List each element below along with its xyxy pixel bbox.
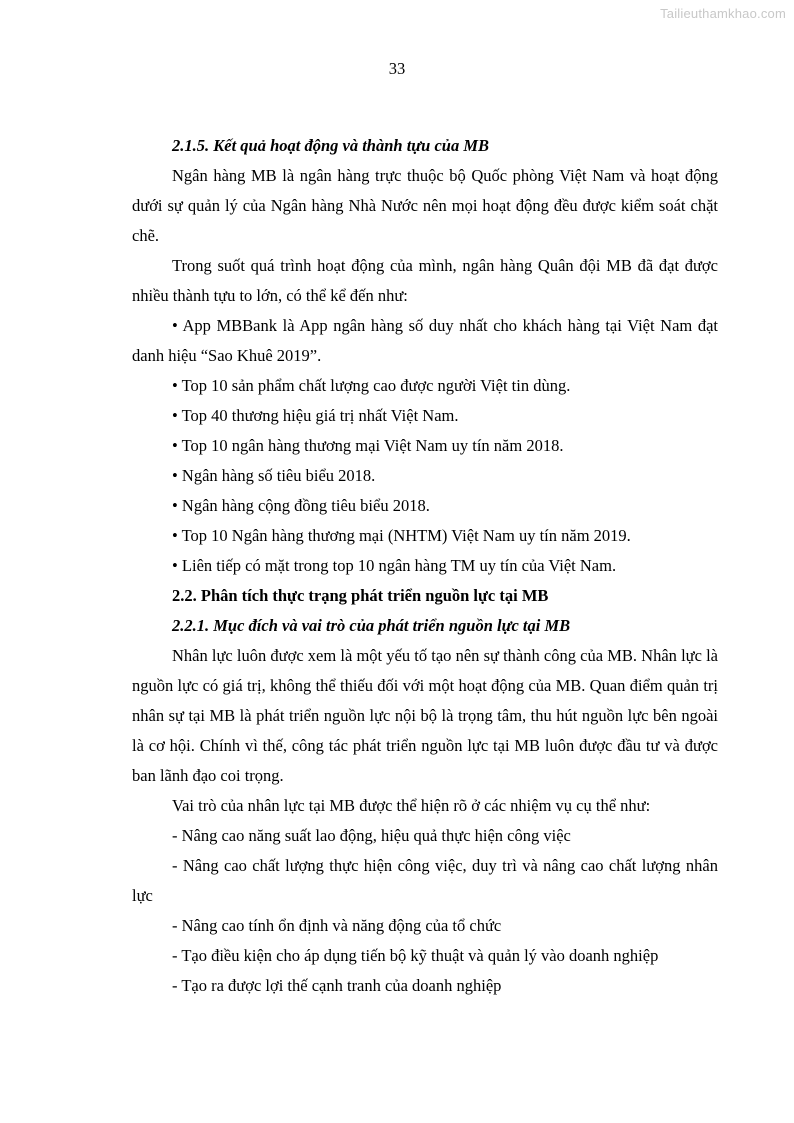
paragraph: Vai trò của nhân lực tại MB được thể hiện rõ ở các nhiệm vụ cụ thể như: [172,796,651,815]
paragraph: Trong suốt quá trình hoạt động của mình, ngân hàng Quân đội MB đã đạt được nhiều thành tựu to lớn, có thể kể đến như: [132,256,718,305]
list-item: • Top 40 thương hiệu giá trị nhất Việt Nam. [172,406,459,425]
list-item: • Ngân hàng số tiêu biểu 2018. [172,466,376,485]
list-item: • Liên tiếp có mặt trong top 10 ngân hàng TM uy tín của Việt Nam. [172,556,617,575]
paragraph: Nhân lực luôn được xem là một yếu tố tạo nên sự thành công của MB. Nhân lực là nguồn lực có giá trị, không thể thiếu đối với một hoạt động của MB. Quan điểm quản trị nhân sự tại MB là phát triển nguồn lực nội bộ là trọng tâm, thu hút nguồn lực bên ngoài là cơ hội. Chính vì thế, công tác phát triển nguồn lực tại MB luôn được đầu tư và được ban lãnh đạo coi trọng. [132,646,718,785]
list-item: • Top 10 Ngân hàng thương mại (NHTM) Việt Nam uy tín năm 2019. [172,526,631,545]
list-item: • Top 10 sản phẩm chất lượng cao được người Việt tin dùng. [172,376,571,395]
page-number: 33 [388,59,406,78]
list-item: - Nâng cao tính ổn định và năng động của tổ chức [172,916,502,935]
list-item: • App MBBank là App ngân hàng số duy nhất cho khách hàng tại Việt Nam đạt danh hiệu “Sao Khuê 2019”. [132,316,718,365]
paragraph: Ngân hàng MB là ngân hàng trực thuộc bộ Quốc phòng Việt Nam và hoạt động dưới sự quản lý của Ngân hàng Nhà Nước nên mọi hoạt động đều được kiểm soát chặt chẽ. [132,166,718,245]
list-item: • Ngân hàng cộng đồng tiêu biểu 2018. [172,496,430,515]
heading-2-2-1: 2.2.1. Mục đích và vai trò của phát triển nguồn lực tại MB [172,616,571,635]
heading-2-1-5: 2.1.5. Kết quả hoạt động và thành tựu của MB [172,136,490,155]
list-item: • Top 10 ngân hàng thương mại Việt Nam uy tín năm 2018. [172,436,564,455]
list-item: - Tạo ra được lợi thế cạnh tranh của doanh nghiệp [172,976,502,995]
list-item: - Nâng cao năng suất lao động, hiệu quả thực hiện công việc [172,826,571,845]
list-item: - Nâng cao chất lượng thực hiện công việc, duy trì và nâng cao chất lượng nhân lực [132,856,718,905]
document-body [132,131,718,1001]
heading-2-2: 2.2. Phân tích thực trạng phát triển nguồn lực tại MB [172,586,549,605]
watermark: Tailieuthamkhao.com [660,6,786,21]
list-item: - Tạo điều kiện cho áp dụng tiến bộ kỹ thuật và quản lý vào doanh nghiệp [172,946,659,965]
